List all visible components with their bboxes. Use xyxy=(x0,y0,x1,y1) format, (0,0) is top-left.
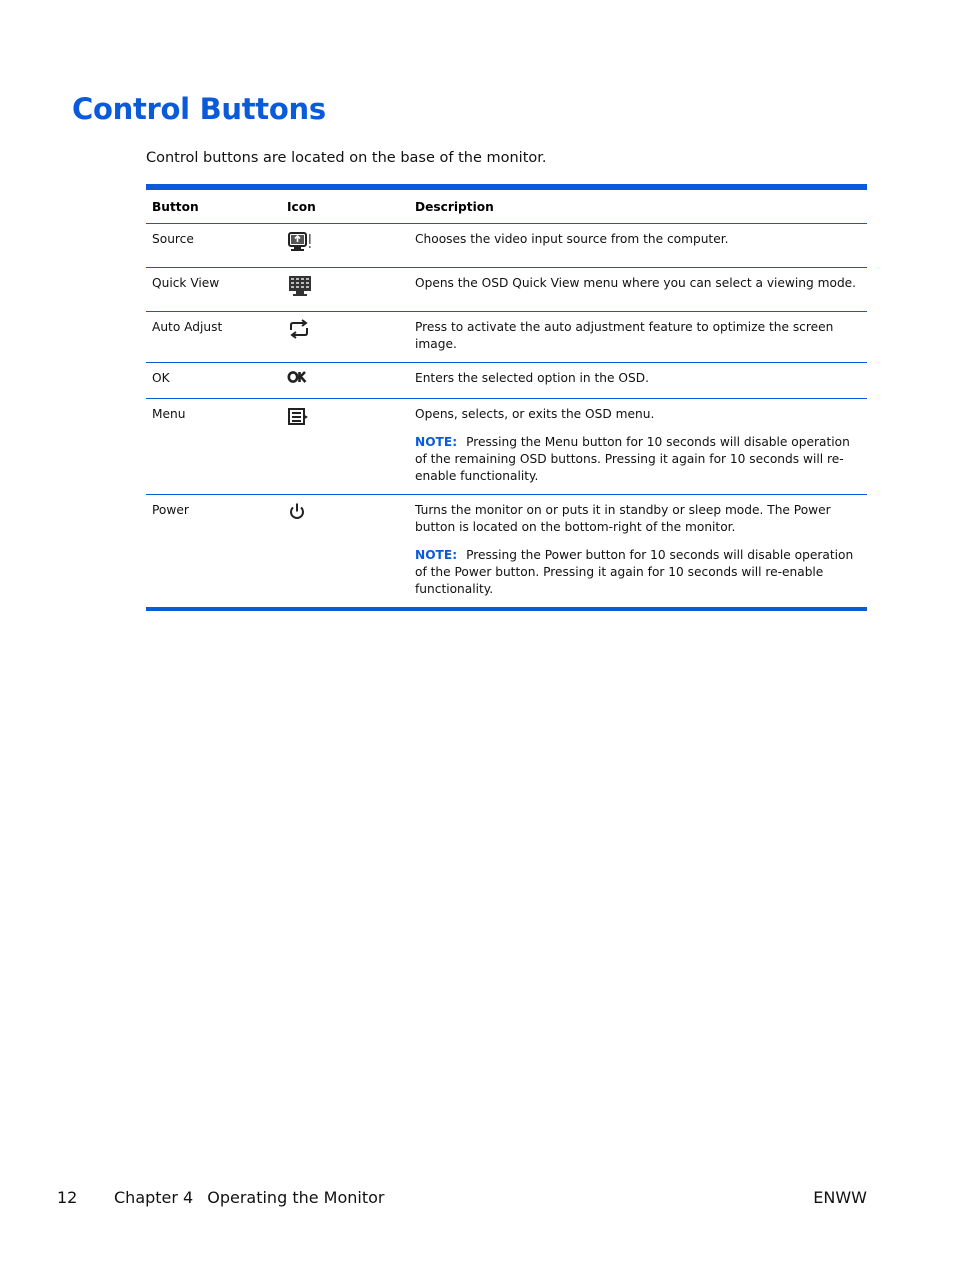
description-text: Opens, selects, or exits the OSD menu. xyxy=(415,407,655,421)
note-label: NOTE: xyxy=(415,435,458,449)
chapter-title: Operating the Monitor xyxy=(207,1188,385,1207)
button-name: OK xyxy=(146,363,281,399)
table-row xyxy=(146,399,867,495)
ok-icon xyxy=(287,370,309,389)
page-title: Control Buttons xyxy=(72,92,326,126)
table-row xyxy=(146,224,867,268)
table-row xyxy=(146,268,867,312)
table-row xyxy=(146,363,867,399)
description-text: Chooses the video input source from the computer. xyxy=(415,232,729,246)
description-text: Enters the selected option in the OSD. xyxy=(415,371,649,385)
description-text: Press to activate the auto adjustment feature to optimize the screen image. xyxy=(415,320,834,351)
button-name: Power xyxy=(152,503,189,517)
control-buttons-table xyxy=(146,184,867,611)
table-row xyxy=(146,312,867,363)
page-number: 12 xyxy=(57,1188,78,1207)
note xyxy=(415,547,861,598)
menu-icon xyxy=(287,406,311,431)
note-text: Pressing the Menu button for 10 seconds will disable operation of the remaining OSD buttons. Pressing it again for 10 seconds will re-enable functionality. xyxy=(415,435,850,483)
table-header-row xyxy=(146,190,867,224)
button-name: Menu xyxy=(146,399,281,495)
header-icon: Icon xyxy=(281,190,409,224)
chapter-label xyxy=(114,1188,384,1207)
source-icon xyxy=(287,231,313,258)
note xyxy=(415,434,861,485)
button-name: Auto Adjust xyxy=(146,312,281,363)
header-description: Description xyxy=(409,190,867,224)
button-name: Source xyxy=(146,224,281,268)
note-label: NOTE: xyxy=(415,548,458,562)
description-text: Opens the OSD Quick View menu where you can select a viewing mode. xyxy=(415,276,857,290)
chapter-number: Chapter 4 xyxy=(114,1188,194,1207)
auto-adjust-icon xyxy=(287,319,311,344)
header-button: Button xyxy=(146,190,281,224)
table-row xyxy=(146,495,867,608)
description-text: Turns the monitor on or puts it in standby or sleep mode. The Power button is located on the bottom-right of the monitor. xyxy=(415,503,831,534)
footer-brand: ENWW xyxy=(813,1188,867,1207)
note-text: Pressing the Power button for 10 seconds will disable operation of the Power button. Pressing it again for 10 seconds will re-enable functionality. xyxy=(415,548,854,596)
power-icon xyxy=(287,502,307,527)
button-name: Quick View xyxy=(146,268,281,312)
intro-text: Control buttons are located on the base of the monitor. xyxy=(146,150,547,166)
quick-view-icon xyxy=(287,275,313,302)
